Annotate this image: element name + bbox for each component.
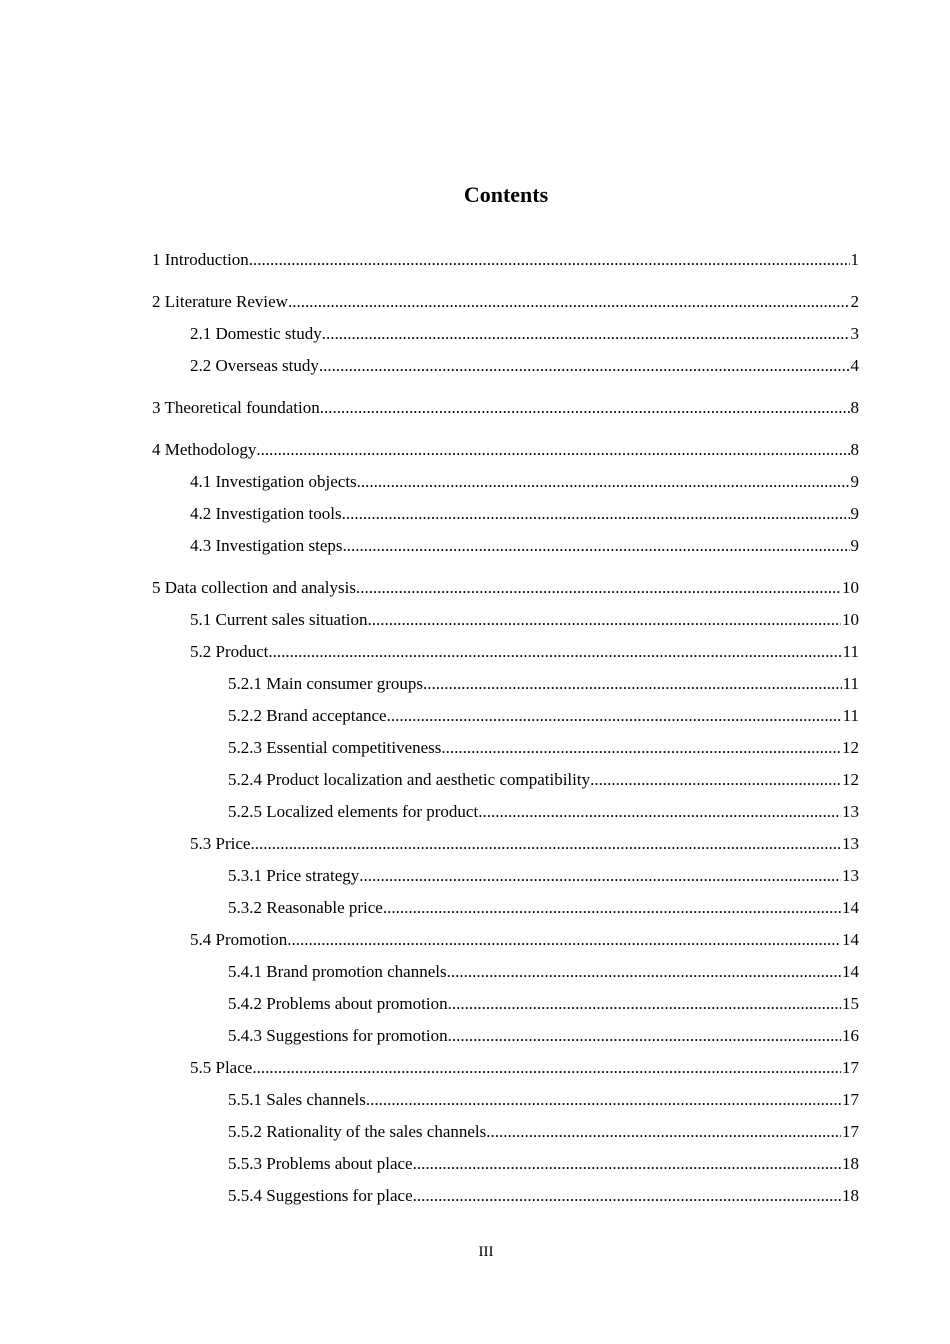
toc-entry[interactable] (228, 670, 859, 698)
page-number: III (478, 1244, 494, 1260)
toc-entry[interactable] (152, 288, 859, 316)
toc-entry-label: 5.3 Price (190, 834, 251, 853)
toc-dot-leader (441, 734, 841, 762)
toc-entry[interactable] (228, 1182, 859, 1210)
toc-entry-page: 18 (842, 1154, 859, 1173)
toc-entry-label: 5.4.1 Brand promotion channels (228, 962, 447, 981)
toc-entry-label: 2.2 Overseas study (190, 356, 319, 375)
toc-entry-page: 9 (850, 504, 859, 523)
toc-entry[interactable] (228, 1086, 859, 1114)
table-of-contents (0, 246, 950, 1210)
toc-dot-leader (252, 1054, 841, 1082)
toc-entry-page: 13 (842, 834, 859, 853)
toc-entry[interactable] (190, 500, 859, 528)
toc-entry-page: 1 (850, 250, 859, 269)
toc-entry[interactable] (152, 394, 859, 422)
toc-entry-label: 3 Theoretical foundation (152, 398, 320, 417)
toc-dot-leader (447, 958, 841, 986)
toc-entry-label: 1 Introduction (152, 250, 249, 269)
toc-entry-page: 11 (842, 642, 859, 661)
toc-entry-page: 12 (842, 770, 859, 789)
toc-entry[interactable] (228, 990, 859, 1018)
toc-entry-label: 5.5.4 Suggestions for place (228, 1186, 413, 1205)
toc-entry[interactable] (228, 958, 859, 986)
toc-entry-page: 14 (842, 962, 859, 981)
toc-dot-leader (250, 830, 841, 858)
toc-entry-label: 5.2.4 Product localization and aesthetic compatibility (228, 770, 591, 789)
toc-entry-label: 5.2.3 Essential competitiveness (228, 738, 442, 757)
toc-entry[interactable] (228, 1150, 859, 1178)
toc-entry-page: 10 (842, 610, 859, 629)
toc-entry-page: 15 (842, 994, 859, 1013)
toc-entry[interactable] (190, 532, 859, 560)
toc-entry-page: 10 (842, 578, 859, 597)
toc-dot-leader (320, 394, 850, 422)
toc-entry-label: 5.5 Place (190, 1058, 253, 1077)
toc-entry[interactable] (228, 734, 859, 762)
toc-entry[interactable] (228, 1118, 859, 1146)
toc-entry-label: 5.5.2 Rationality of the sales channels (228, 1122, 487, 1141)
toc-entry[interactable] (152, 436, 859, 464)
toc-dot-leader (268, 638, 841, 666)
toc-entry-label: 5.4 Promotion (190, 930, 288, 949)
toc-entry-page: 11 (842, 706, 859, 725)
toc-dot-leader (413, 1150, 841, 1178)
toc-entry-page: 9 (850, 472, 859, 491)
toc-dot-leader (288, 288, 850, 316)
toc-entry-page: 16 (842, 1026, 859, 1045)
toc-entry-page: 14 (842, 930, 859, 949)
toc-entry-label: 5.5.1 Sales channels (228, 1090, 366, 1109)
toc-entry-page: 17 (842, 1058, 859, 1077)
toc-dot-leader (256, 436, 849, 464)
toc-entry-label: 4 Methodology (152, 440, 257, 459)
toc-entry[interactable] (190, 926, 859, 954)
toc-entry[interactable] (190, 830, 859, 858)
toc-entry-page: 12 (842, 738, 859, 757)
toc-entry-label: 4.3 Investigation steps (190, 536, 343, 555)
toc-dot-leader (368, 606, 841, 634)
toc-dot-leader (366, 1086, 841, 1114)
toc-entry-label: 2.1 Domestic study (190, 324, 322, 343)
toc-entry-page: 14 (842, 898, 859, 917)
toc-entry-page: 3 (850, 324, 859, 343)
toc-dot-leader (319, 352, 850, 380)
toc-entry-label: 5.3.2 Reasonable price (228, 898, 383, 917)
toc-dot-leader (357, 468, 850, 496)
toc-entry-page: 18 (842, 1186, 859, 1205)
toc-entry[interactable] (228, 1022, 859, 1050)
page-title: Contents (463, 182, 549, 207)
toc-entry-page: 17 (842, 1122, 859, 1141)
toc-dot-leader (448, 1022, 841, 1050)
toc-entry-label: 5.4.3 Suggestions for promotion (228, 1026, 448, 1045)
toc-entry-label: 2 Literature Review (152, 292, 288, 311)
toc-dot-leader (343, 532, 850, 560)
toc-entry[interactable] (190, 352, 859, 380)
toc-entry-label: 5.5.3 Problems about place (228, 1154, 413, 1173)
toc-entry[interactable] (228, 702, 859, 730)
toc-entry-label: 5.2.1 Main consumer groups (228, 674, 424, 693)
toc-entry[interactable] (190, 638, 859, 666)
toc-dot-leader (356, 574, 841, 602)
toc-entry-label: 5.1 Current sales situation (190, 610, 368, 629)
toc-dot-leader (322, 320, 850, 348)
toc-entry[interactable] (190, 320, 859, 348)
toc-entry-label: 5.2.5 Localized elements for product (228, 802, 479, 821)
toc-entry-page: 8 (850, 398, 859, 417)
toc-entry-page: 8 (850, 440, 859, 459)
toc-dot-leader (287, 926, 841, 954)
toc-entry[interactable] (190, 468, 859, 496)
toc-entry-page: 4 (850, 356, 859, 375)
toc-entry[interactable] (228, 894, 859, 922)
toc-entry[interactable] (152, 246, 859, 274)
toc-entry-label: 4.1 Investigation objects (190, 472, 357, 491)
toc-entry-label: 5.3.1 Price strategy (228, 866, 360, 885)
toc-entry[interactable] (228, 862, 859, 890)
toc-dot-leader (423, 670, 842, 698)
toc-entry-label: 5.4.2 Problems about promotion (228, 994, 448, 1013)
toc-dot-leader (486, 1118, 841, 1146)
toc-entry-page: 17 (842, 1090, 859, 1109)
toc-entry-label: 5.2.2 Brand acceptance (228, 706, 387, 725)
toc-dot-leader (448, 990, 841, 1018)
toc-entry-page: 2 (850, 292, 859, 311)
toc-entry[interactable] (228, 766, 859, 794)
toc-entry-page: 11 (842, 674, 859, 693)
toc-dot-leader (478, 798, 841, 826)
toc-entry-page: 9 (850, 536, 859, 555)
toc-entry[interactable] (228, 798, 859, 826)
toc-dot-leader (359, 862, 841, 890)
toc-entry-page: 13 (842, 866, 859, 885)
toc-entry-label: 5.2 Product (190, 642, 269, 661)
toc-dot-leader (383, 894, 841, 922)
toc-entry-page: 13 (842, 802, 859, 821)
toc-dot-leader (249, 246, 850, 274)
toc-entry[interactable] (190, 606, 859, 634)
toc-entry-label: 5 Data collection and analysis (152, 578, 356, 597)
toc-entry-label: 4.2 Investigation tools (190, 504, 342, 523)
toc-entry[interactable] (190, 1054, 859, 1082)
toc-dot-leader (342, 500, 850, 528)
toc-dot-leader (590, 766, 841, 794)
toc-entry[interactable] (152, 574, 859, 602)
toc-dot-leader (387, 702, 842, 730)
toc-dot-leader (413, 1182, 841, 1210)
